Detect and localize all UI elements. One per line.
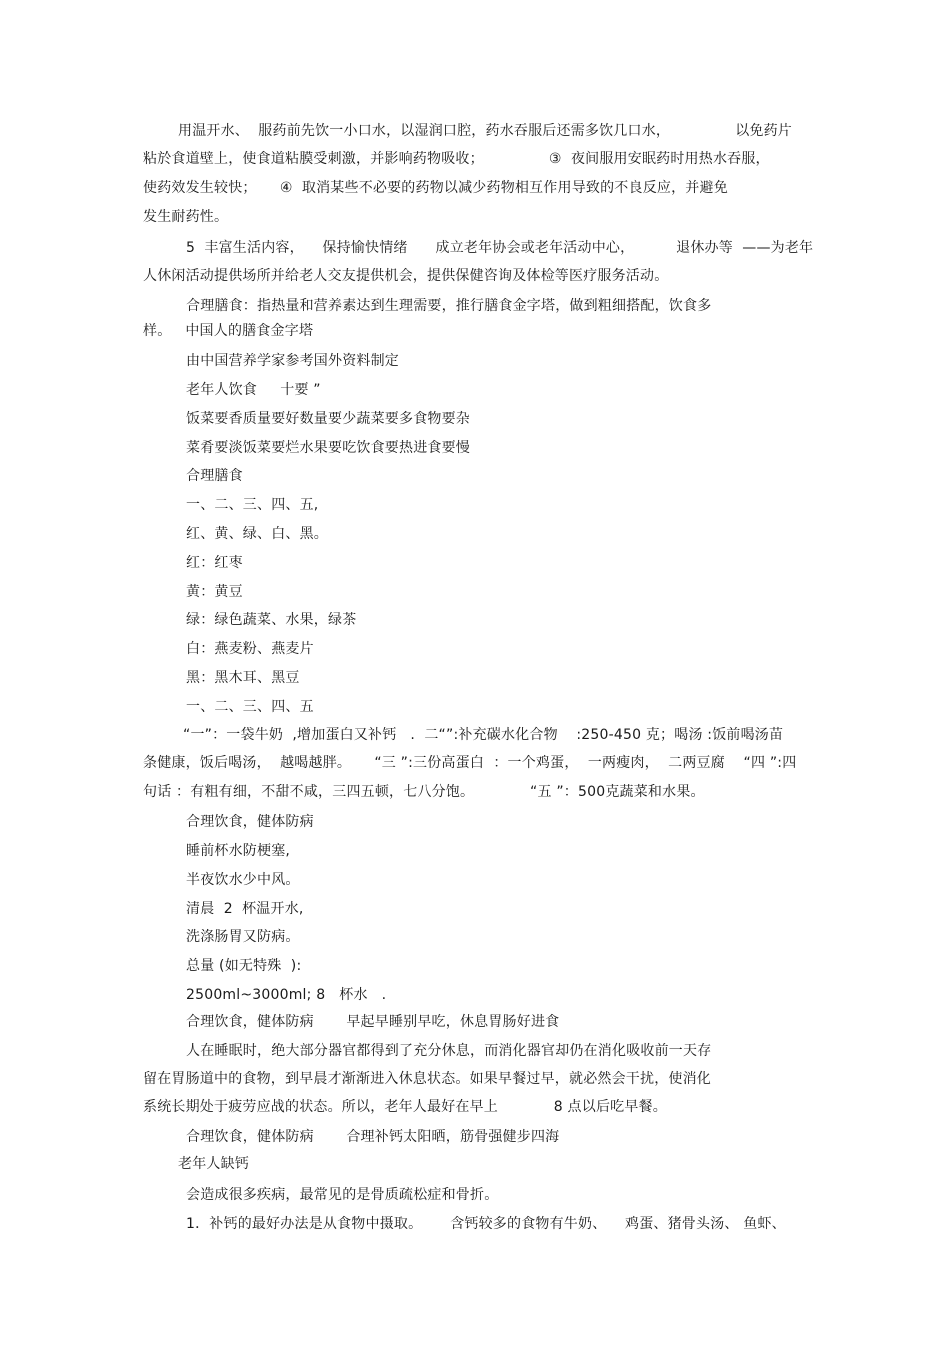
text-line: 白：燕麦粉、燕麦片 (186, 641, 314, 657)
text-line: 黑：黑木耳、黑豆 (186, 670, 300, 686)
text-line: 使药效发生较快； ④ 取消某些不必要的药物以减少药物相互作用导致的不良反应，并避免 (143, 180, 728, 196)
text-line: 半夜饮水少中风。 (186, 872, 300, 888)
text-line: 人休闲活动提供场所并给老人交友提供机会，提供保健咨询及体检等医疗服务活动。 (143, 268, 669, 284)
text-line: 红：红枣 (186, 555, 243, 571)
text-line: 洗涤肠胃又防病。 (186, 929, 300, 945)
text-line: 发生耐药性。 (143, 209, 229, 225)
text-line: 清晨 2 杯温开水, (186, 901, 304, 917)
text-line: 饭菜要香质量要好数量要少蔬菜要多食物要杂 (186, 411, 470, 427)
text-line: 合理膳食 (186, 468, 243, 484)
text-line: 会造成很多疾病，最常见的是骨质疏松症和骨折。 (186, 1187, 499, 1203)
text-line: 黄：黄豆 (186, 584, 243, 600)
text-line: 条健康，饭后喝汤， 越喝越胖。 “三 ”:三份高蛋白 ：一个鸡蛋， 一两瘦肉， 二两豆腐 “四 ”:四 (143, 755, 797, 771)
text-line: 粘於食道壁上，使食道粘膜受刺激，并影响药物吸收； ③ 夜间服用安眠药时用热水吞服， (143, 151, 770, 167)
text-line: 一、二、三、四、五 (186, 699, 314, 715)
text-line: 总量 (如无特殊 ): (186, 958, 302, 974)
text-line: 合理膳食：指热量和营养素达到生理需要，推行膳食金字塔，做到粗细搭配，饮食多 (186, 298, 712, 314)
text-line: 留在胃肠道中的食物，到早晨才渐渐进入休息状态。如果早餐过早，就必然会干扰，使消化 (143, 1071, 711, 1087)
text-line: 老年人缺钙 (178, 1156, 249, 1172)
text-line: 一、二、三、四、五, (186, 497, 319, 513)
text-line: 句话 ：有粗有细，不甜不咸，三四五顿，七八分饱。 “五 ”：500克蔬菜和水果。 (143, 784, 705, 800)
text-line: 5 丰富生活内容， 保持愉快情绪 成立老年协会或老年活动中心， 退休办等 ——为老年 (186, 240, 814, 256)
text-line: 1．补钙的最好办法是从食物中摄取。 含钙较多的食物有牛奶、 鸡蛋、猪骨头汤、 鱼虾、 (186, 1216, 786, 1232)
text-line: 绿：绿色蔬菜、水果，绿茶 (186, 612, 357, 628)
text-line: 合理饮食，健体防病 早起早睡别早吃，休息胃肠好进食 (186, 1014, 560, 1030)
text-line: 样。 中国人的膳食金字塔 (143, 323, 314, 339)
text-line: 合理饮食，健体防病 合理补钙太阳晒，筋骨强健步四海 (186, 1129, 560, 1145)
text-line: 合理饮食，健体防病 (186, 814, 314, 830)
text-line: 由中国营养学家参考国外资料制定 (186, 353, 399, 369)
text-line: 菜肴要淡饭菜要烂水果要吃饮食要热进食要慢 (186, 440, 470, 456)
text-line: 睡前杯水防梗塞, (186, 843, 291, 859)
text-line: 红、黄、绿、白、黑。 (186, 526, 328, 542)
text-line: 2500ml~3000ml; 8 杯水 . (186, 987, 387, 1003)
text-line: 老年人饮食 十要 ” (186, 382, 321, 398)
text-line: “一”：一袋牛奶 ,增加蛋白又补钙 . 二“”:补充碳水化合物 :250-450 克；喝汤 :饭前喝汤苗 (183, 727, 784, 743)
text-line: 用温开水、 服药前先饮一小口水，以湿润口腔，药水吞服后还需多饮几口水， 以免药片 (178, 123, 793, 139)
text-line: 系统长期处于疲劳应战的状态。所以，老年人最好在早上 8 点以后吃早餐。 (143, 1099, 667, 1115)
text-line: 人在睡眠时，绝大部分器官都得到了充分休息，而消化器官却仍在消化吸收前一天存 (186, 1043, 712, 1059)
